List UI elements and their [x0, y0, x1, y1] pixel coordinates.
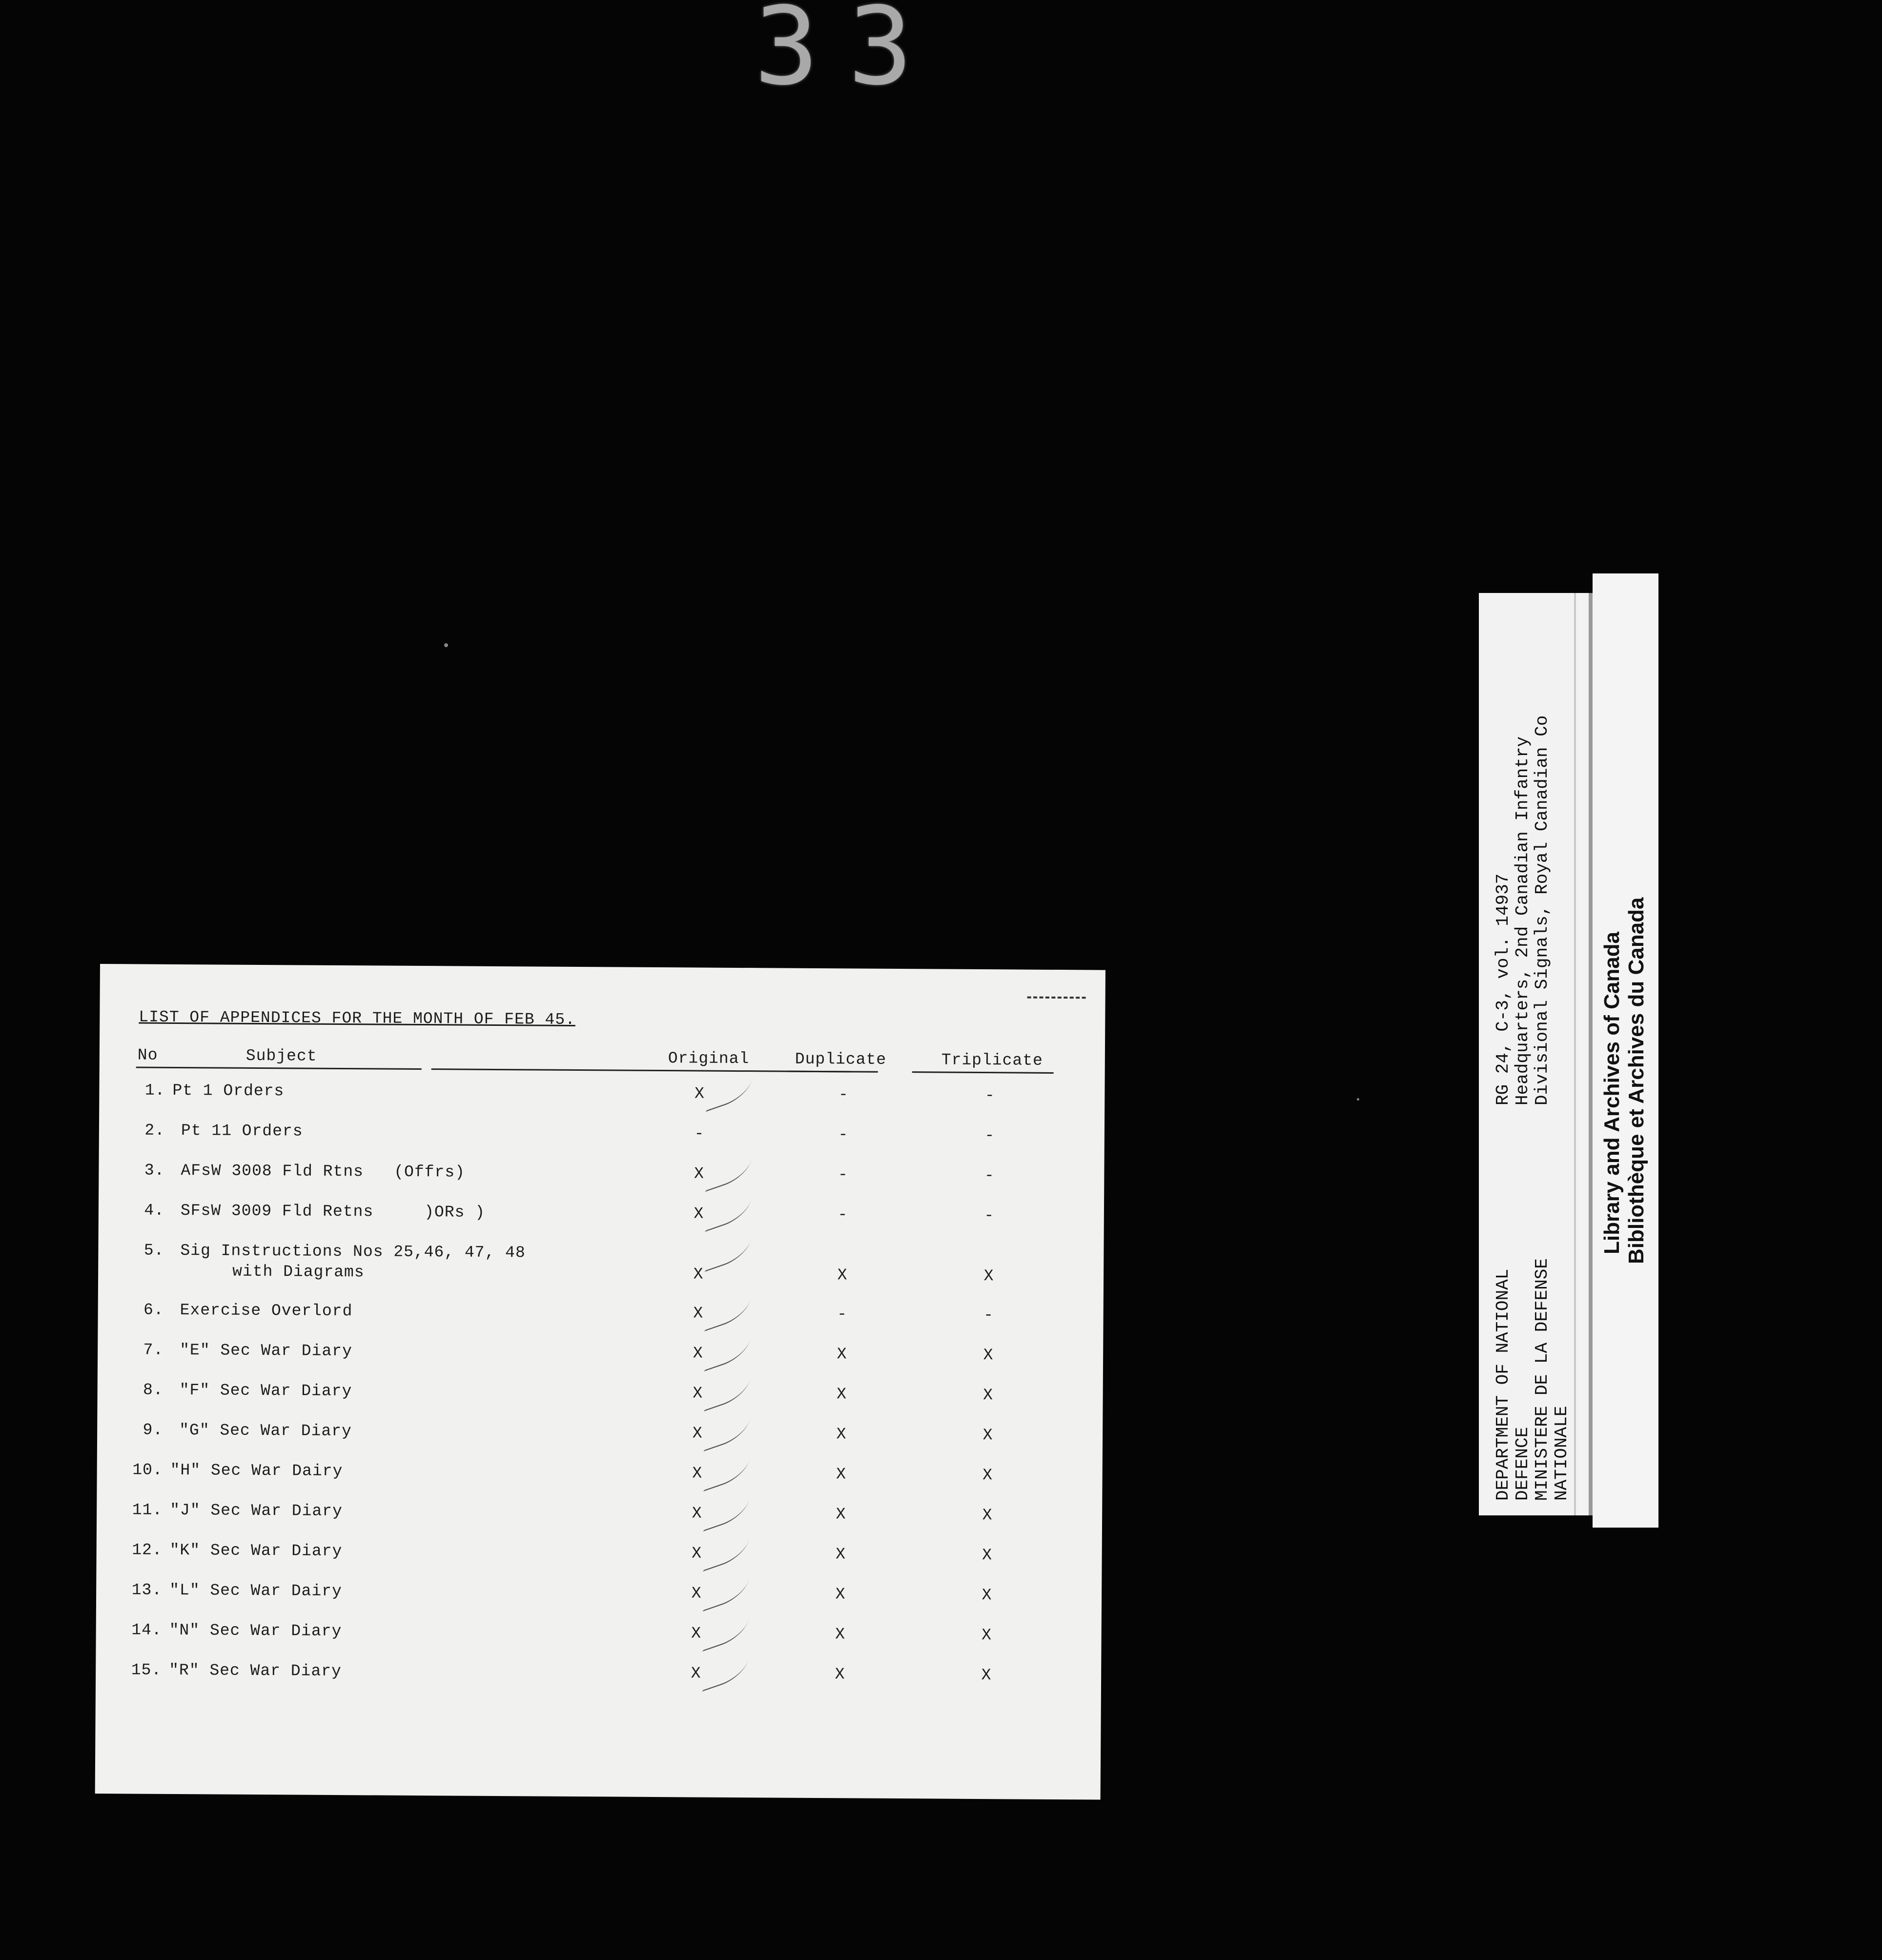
item-subject: "R" Sec War Diary — [169, 1661, 342, 1681]
item-number: 8. — [143, 1381, 164, 1399]
list-item — [96, 1541, 1102, 1586]
item-subject: "E" Sec War Diary — [180, 1341, 352, 1361]
item-subject: AFsW 3008 Fld Rtns (Offrs) — [181, 1162, 466, 1182]
list-item — [98, 1341, 1103, 1386]
triplicate-mark: - — [984, 1126, 995, 1145]
duplicate-mark: X — [835, 1665, 845, 1684]
item-subject: Sig Instructions Nos 25,46, 47, 48 — [180, 1242, 526, 1262]
header-subject: Subject — [245, 1046, 317, 1065]
header-triplicate: Triplicate — [941, 1051, 1043, 1070]
lac-name-en: Library and Archives of Canada — [1600, 931, 1624, 1254]
original-mark: X — [691, 1584, 702, 1603]
header-no: No — [137, 1046, 158, 1064]
item-subject: "F" Sec War Diary — [179, 1381, 352, 1401]
original-mark: X — [691, 1664, 701, 1683]
item-number: 4. — [144, 1201, 165, 1220]
list-item — [98, 1241, 1104, 1286]
unit-line: Divisional Signals, Royal Canadian Co — [1532, 715, 1552, 1105]
header-rule — [788, 1071, 878, 1073]
triplicate-mark: X — [982, 1546, 993, 1565]
triplicate-mark: X — [982, 1506, 993, 1525]
item-subject: "J" Sec War Diary — [170, 1501, 343, 1521]
triplicate-mark: X — [982, 1466, 993, 1485]
frame-number: 33 — [754, 0, 942, 109]
duplicate-mark: - — [838, 1165, 848, 1184]
triplicate-mark: X — [982, 1626, 992, 1645]
original-mark: X — [692, 1544, 702, 1563]
triplicate-mark: X — [982, 1426, 993, 1445]
item-subject: "L" Sec War Dairy — [169, 1581, 342, 1601]
original-mark: X — [692, 1464, 703, 1483]
film-speck — [444, 643, 448, 647]
archive-reference: RG 24, C-3, vol. 14937 — [1493, 873, 1513, 1105]
item-number: 11. — [132, 1501, 163, 1519]
triplicate-mark: - — [984, 1086, 995, 1105]
duplicate-mark: X — [836, 1425, 847, 1444]
duplicate-mark: X — [835, 1585, 846, 1604]
item-number: 3. — [144, 1161, 165, 1180]
triplicate-mark: - — [983, 1306, 994, 1325]
triplicate-mark: X — [983, 1267, 994, 1286]
triplicate-mark: X — [982, 1586, 992, 1605]
duplicate-mark: X — [837, 1345, 847, 1364]
duplicate-mark: - — [838, 1085, 849, 1104]
item-subject: "K" Sec War Diary — [169, 1541, 343, 1561]
list-item — [99, 1121, 1105, 1166]
item-number: 5. — [143, 1241, 164, 1260]
duplicate-mark: X — [836, 1545, 846, 1564]
original-mark: X — [693, 1384, 703, 1403]
header-rule — [912, 1071, 1054, 1074]
original-mark: X — [692, 1424, 703, 1443]
header-rule — [136, 1066, 422, 1070]
department-line: NATIONALE — [1552, 1406, 1572, 1501]
item-number: 6. — [143, 1301, 164, 1319]
duplicate-mark: X — [837, 1385, 847, 1404]
original-mark: X — [692, 1504, 702, 1523]
list-item — [97, 1501, 1102, 1546]
list-item — [99, 1161, 1104, 1206]
list-item — [96, 1581, 1102, 1626]
original-mark: X — [693, 1265, 704, 1284]
unit-line: Headquarters, 2nd Canadian Infantry — [1513, 736, 1533, 1105]
archive-label — [1479, 593, 1589, 1515]
item-subject: "N" Sec War Diary — [169, 1621, 342, 1641]
item-subject: "H" Sec War Dairy — [170, 1461, 343, 1481]
item-subject: SFsW 3009 Fld Retns )ORs ) — [180, 1202, 486, 1222]
reference-block — [1493, 715, 1552, 1105]
duplicate-mark: X — [837, 1266, 848, 1285]
triplicate-mark: - — [984, 1206, 995, 1225]
list-item — [96, 1621, 1101, 1666]
original-mark: X — [694, 1205, 704, 1223]
label-edge — [1574, 593, 1576, 1515]
original-mark: X — [694, 1084, 705, 1103]
check-mark-icon — [705, 1074, 753, 1112]
item-number: 7. — [143, 1341, 164, 1359]
triplicate-mark: X — [981, 1666, 992, 1685]
department-line: DEFENCE — [1513, 1427, 1533, 1501]
item-subject: Pt 1 Orders — [172, 1081, 285, 1101]
pen-mark — [1027, 997, 1086, 1002]
item-subject: "G" Sec War Diary — [179, 1421, 352, 1441]
check-mark-icon — [704, 1293, 752, 1331]
item-number: 1. — [144, 1081, 165, 1100]
item-number: 12. — [132, 1541, 163, 1559]
list-item — [99, 1201, 1104, 1246]
department-line: DEPARTMENT OF NATIONAL — [1493, 1268, 1513, 1501]
item-number: 10. — [132, 1461, 163, 1479]
list-item — [98, 1301, 1103, 1346]
duplicate-mark: X — [836, 1465, 847, 1484]
duplicate-mark: X — [835, 1625, 846, 1644]
list-item — [97, 1381, 1103, 1426]
appendices-document — [95, 964, 1105, 1800]
duplicate-mark: X — [836, 1505, 846, 1524]
list-item — [99, 1081, 1105, 1126]
lac-name-fr: Bibliothèque et Archives du Canada — [1624, 897, 1648, 1264]
original-mark: X — [693, 1344, 703, 1363]
department-line: MINISTERE DE LA DEFENSE — [1532, 1258, 1552, 1501]
item-number: 13. — [131, 1581, 163, 1599]
list-item — [97, 1421, 1103, 1466]
department-block — [1493, 1258, 1572, 1501]
document-title: LIST OF APPENDICES FOR THE MONTH OF FEB 45. — [139, 1008, 575, 1029]
list-item — [96, 1661, 1101, 1706]
duplicate-mark: - — [838, 1125, 849, 1144]
item-number: 2. — [144, 1121, 165, 1140]
film-speck — [1357, 1098, 1359, 1101]
item-subject: Exercise Overlord — [180, 1301, 353, 1321]
lac-label — [1593, 573, 1658, 1528]
original-mark: X — [691, 1624, 702, 1643]
duplicate-mark: - — [837, 1305, 848, 1324]
original-mark: - — [694, 1124, 705, 1143]
triplicate-mark: X — [983, 1346, 994, 1365]
original-mark: X — [694, 1164, 704, 1183]
header-duplicate: Duplicate — [795, 1050, 887, 1069]
original-mark: X — [693, 1304, 704, 1323]
duplicate-mark: - — [838, 1205, 848, 1224]
item-number: 15. — [131, 1661, 162, 1679]
item-number: 14. — [131, 1621, 162, 1639]
triplicate-mark: - — [984, 1166, 995, 1185]
triplicate-mark: X — [983, 1386, 994, 1405]
item-subject-continued: with Diagrams — [232, 1262, 365, 1282]
header-original: Original — [668, 1049, 750, 1068]
item-number: 9. — [143, 1421, 164, 1439]
item-subject: Pt 11 Orders — [181, 1122, 303, 1141]
label-edge — [1589, 593, 1593, 1515]
list-item — [97, 1461, 1102, 1506]
